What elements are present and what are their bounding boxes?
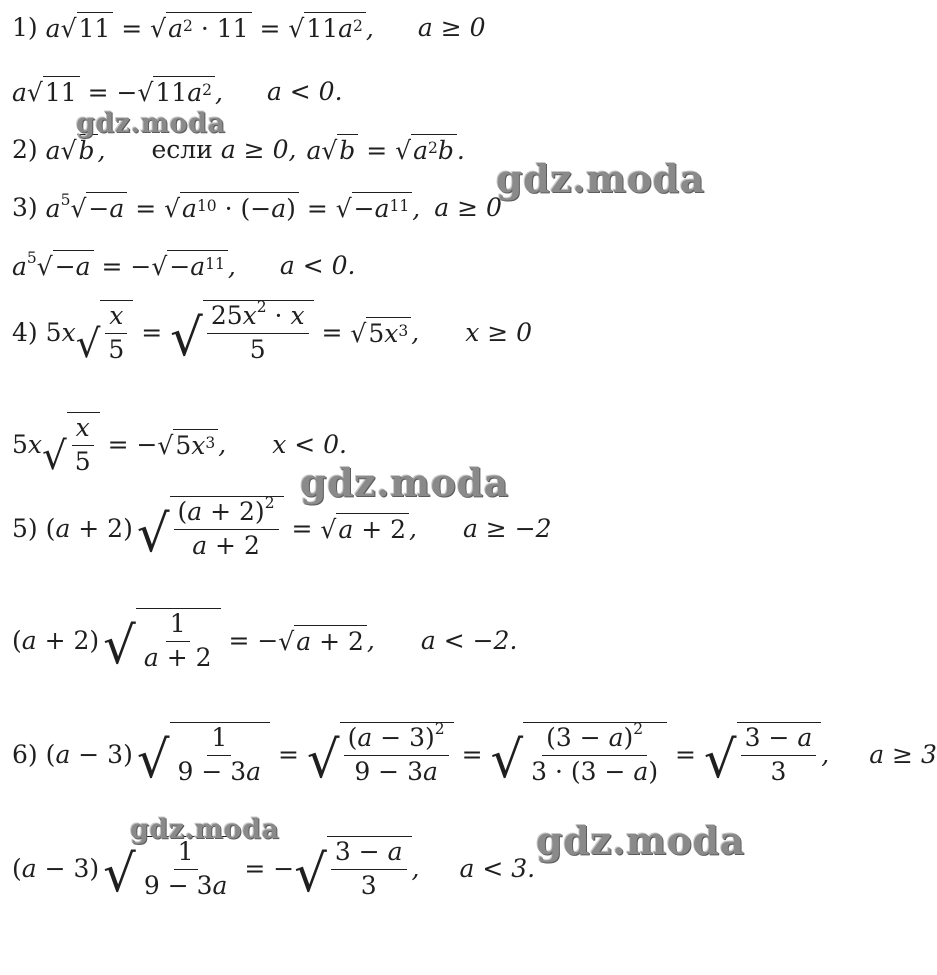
line-3a [12, 192, 502, 223]
formula: $a^5$ √ −a = − √ −a $^{11}$ , [12, 249, 236, 281]
condition: x < 0. [272, 429, 347, 459]
line-1a [12, 12, 486, 43]
condition: a ≥ 3 [869, 739, 937, 769]
formula: $a^5$ √ −a = √ a $^{10}$ · ( −a ) = √ −a $^{11}$ , [45, 191, 421, 223]
formula: a √ 11 = √ a $^2$ · 11 = √ 11 a $^2$ , [45, 14, 374, 43]
watermark: gdz.moda [536, 818, 745, 863]
formula: ( a + 2) √ $\frac{(a + 2)^2}{a + 2}$ = √ a + 2 , [45, 494, 417, 565]
line-6a [12, 720, 937, 791]
formula: ( a + 2) √ $\frac{1}{a + 2}$ = − √ a + 2 , [12, 609, 375, 677]
line-1b [12, 76, 343, 107]
formula: 5 x √ $\frac{x}{5}$ = √ $\frac{25x^2 \cdot x}{5}$ = √ 5 x $^3$ , [45, 298, 420, 369]
condition: x ≥ 0 [465, 317, 533, 347]
condition: a ≥ −2 [462, 513, 552, 543]
condition: a < −2. [420, 625, 518, 655]
formula: a √ 11 = − √ 11 a $^2$ , [12, 78, 223, 107]
watermark: gdz.moda [496, 156, 705, 201]
line-3b [12, 250, 355, 281]
condition: a < 0. [266, 77, 343, 106]
item-number: 1) [12, 13, 38, 42]
condition: a < 3. [459, 853, 536, 883]
formula-2: a √ b = √ a $^2$ b . [306, 136, 465, 165]
condition-word: если [151, 135, 213, 164]
line-5a [12, 494, 552, 565]
watermark: gdz.moda [130, 814, 280, 845]
condition: a ≥ 0 [417, 13, 486, 42]
item-number: 5) [12, 513, 38, 543]
line-6b [12, 836, 536, 905]
formula: ( a − 3) √ $\frac{1}{9 - 3a}$ = − √ $\frac{3 - a}{3}$ , [12, 837, 420, 905]
condition: a ≥ 0, [220, 135, 297, 164]
condition: a ≥ 0 [434, 193, 502, 222]
item-number: 4) [12, 317, 38, 347]
item-number: 3) [12, 193, 38, 222]
formula: 5 x √ $\frac{x}{5}$ = − √ 5 x $^3$ , [12, 413, 227, 479]
watermark: gdz.moda [300, 460, 509, 505]
condition: a < 0. [279, 251, 356, 280]
item-number: 6) [12, 739, 38, 769]
line-5b [12, 608, 518, 677]
line-4a [12, 298, 533, 369]
line-4b [12, 412, 347, 477]
item-number: 2) [12, 135, 38, 164]
formula: a √ b , [45, 136, 106, 165]
formula: ( a − 3) √ $\frac{1}{9 - 3a}$ = √ $\frac{(a - 3)^2}{9 - 3a}$ = √ $\frac{(3 - a)^2}{3 \cdot (3 - a)}$ = √ $\frac{3 - a}{3}$ , [45, 720, 830, 791]
watermark: gdz.moda [76, 108, 226, 139]
